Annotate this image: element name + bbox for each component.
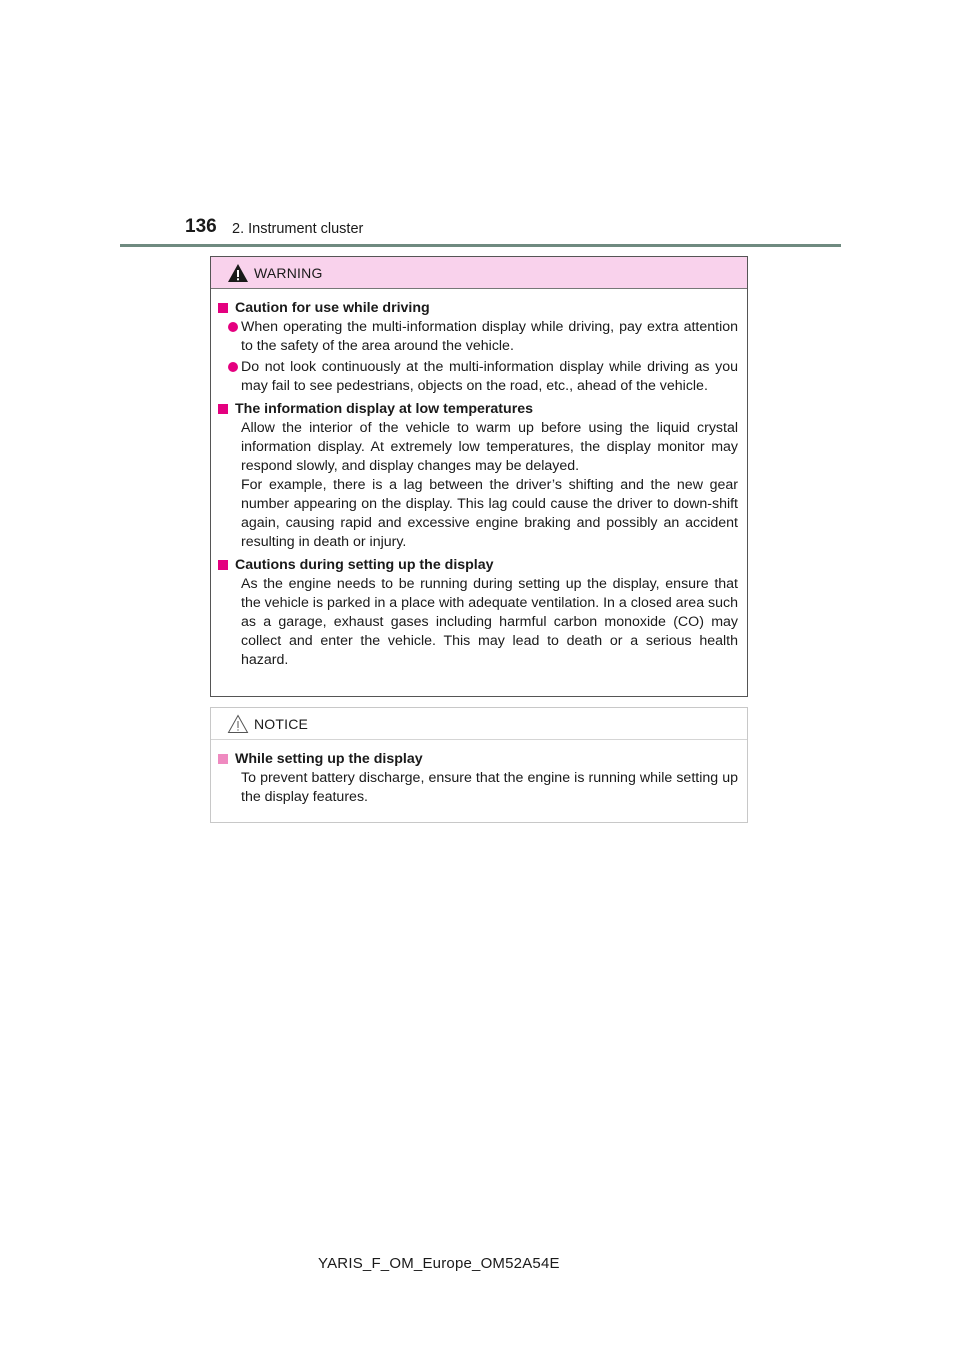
caution-triangle-outline-icon (227, 714, 249, 734)
warning-bullet-text: Do not look continuously at the multi-information display while driving as you may fail to see pedestrians, objects on the road, etc., ahead of the vehicle. (241, 359, 738, 394)
section-title: 2. Instrument cluster (232, 221, 364, 237)
notice-section (217, 750, 741, 807)
square-bullet-icon (218, 754, 228, 764)
square-bullet-icon (218, 303, 228, 313)
warning-paragraph: As the engine needs to be running during setting up the display, ensure that the vehicle is parked in a place with adequate ventilation. In a closed area such as a garage, exhaust gases including harmful carbon monoxide (CO) may collect and enter the vehicle. This may lead to death or a serious health hazard. (241, 576, 738, 668)
circle-bullet-icon (228, 322, 238, 332)
document-code: YARIS_F_OM_Europe_OM52A54E (318, 1255, 560, 1272)
warning-triangle-icon (227, 263, 249, 283)
header-rule (120, 244, 841, 247)
notice-paragraph: To prevent battery discharge, ensure that the engine is running while setting up the display features. (241, 770, 738, 805)
warning-body (211, 289, 747, 670)
warning-paragraph: For example, there is a lag between the driver’s shifting and the new gear number appearing on the display. This lag could cause the driver to down-shift again, causing rapid and excessive engine braking and possibly an accident resulting in death or injury. (241, 477, 738, 550)
warning-section-title: Caution for use while driving (235, 300, 430, 316)
page-number: 136 (185, 216, 217, 237)
warning-section-title: The information display at low temperatures (235, 401, 533, 417)
notice-label: NOTICE (254, 716, 309, 732)
notice-box (210, 707, 748, 823)
square-bullet-icon (218, 560, 228, 570)
warning-box (210, 256, 748, 697)
warning-section-title: Cautions during setting up the display (235, 557, 494, 573)
warning-header (211, 257, 747, 289)
notice-header (211, 708, 747, 740)
circle-bullet-icon (228, 362, 238, 372)
warning-bullet-item (217, 358, 741, 396)
warning-label: WARNING (254, 265, 323, 281)
warning-section (217, 400, 741, 552)
notice-section-title: While setting up the display (235, 751, 423, 767)
warning-bullet-item (217, 318, 741, 356)
warning-bullet-text: When operating the multi-information display while driving, pay extra attention to the safety of the area around the vehicle. (241, 319, 738, 354)
warning-section (217, 556, 741, 670)
warning-paragraph: Allow the interior of the vehicle to warm up before using the liquid crystal information display. At extremely low temperatures, the display monitor may respond slowly, and display changes may be delayed. (241, 420, 738, 474)
square-bullet-icon (218, 404, 228, 414)
warning-section (217, 299, 741, 396)
notice-body (211, 740, 747, 807)
